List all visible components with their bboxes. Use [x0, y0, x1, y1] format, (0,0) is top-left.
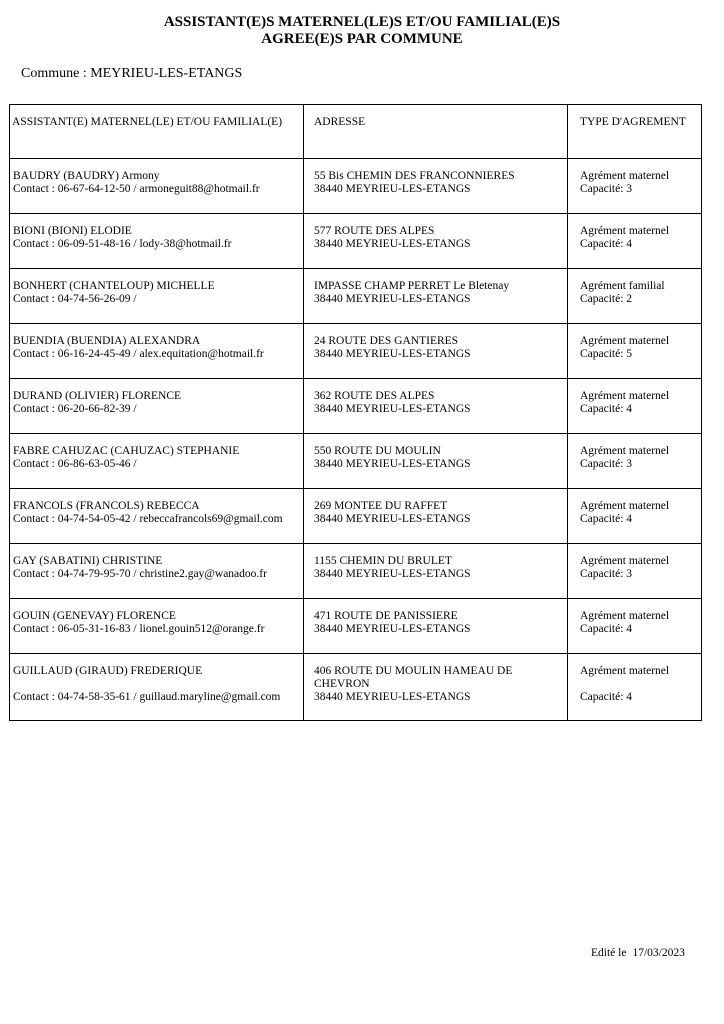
edition-date-value: 17/03/2023 — [632, 947, 685, 959]
table-row — [10, 489, 702, 544]
agrement-type: Agrément maternel — [580, 390, 670, 402]
address-street: IMPASSE CHAMP PERRET Le Bletenay — [314, 280, 510, 292]
assistant-cell — [10, 324, 304, 379]
assistant-contact: Contact : 04-74-54-05-42 / rebeccafrancols69@gmail.com — [13, 513, 283, 525]
table-row — [10, 214, 702, 269]
address-city: 38440 MEYRIEU-LES-ETANGS — [314, 238, 471, 250]
agrement-cell — [568, 269, 702, 324]
address-city: 38440 MEYRIEU-LES-ETANGS — [314, 348, 471, 360]
address-city: 38440 MEYRIEU-LES-ETANGS — [314, 691, 471, 703]
address-city: 38440 MEYRIEU-LES-ETANGS — [314, 183, 471, 195]
assistant-cell — [10, 544, 304, 599]
address-street: 362 ROUTE DES ALPES — [314, 390, 435, 402]
assistant-cell — [10, 159, 304, 214]
address-street: 269 MONTEE DU RAFFET — [314, 500, 448, 512]
agrement-capacity: Capacité: 5 — [580, 348, 633, 360]
agrement-capacity: Capacité: 3 — [580, 183, 633, 195]
address-cell — [304, 599, 568, 654]
agrement-capacity: Capacité: 3 — [580, 568, 633, 580]
address-cell — [304, 434, 568, 489]
assistant-cell — [10, 379, 304, 434]
assistant-cell — [10, 654, 304, 721]
assistant-contact: Contact : 04-74-79-95-70 / christine2.gay@wanadoo.fr — [13, 568, 267, 580]
address-street: 1155 CHEMIN DU BRULET — [314, 555, 452, 567]
assistants-table — [9, 104, 702, 721]
spacer — [13, 678, 303, 691]
address-cell — [304, 214, 568, 269]
agrement-cell — [568, 489, 702, 544]
agrement-cell — [568, 544, 702, 599]
agrement-cell — [568, 324, 702, 379]
agrement-type: Agrément maternel — [580, 665, 670, 677]
agrement-type: Agrément familial — [580, 280, 665, 292]
address-cell — [304, 489, 568, 544]
address-cell — [304, 544, 568, 599]
agrement-type: Agrément maternel — [580, 445, 670, 457]
address-city: 38440 MEYRIEU-LES-ETANGS — [314, 293, 471, 305]
column-header-address: ADRESSE — [304, 105, 568, 159]
agrement-capacity: Capacité: 3 — [580, 458, 633, 470]
address-cell — [304, 269, 568, 324]
agrement-type: Agrément maternel — [580, 225, 670, 237]
agrement-type: Agrément maternel — [580, 555, 670, 567]
agrement-cell — [568, 214, 702, 269]
agrement-type: Agrément maternel — [580, 500, 670, 512]
address-cell — [304, 654, 568, 721]
assistant-name: BAUDRY (BAUDRY) Armony — [13, 170, 160, 182]
assistant-contact: Contact : 06-67-64-12-50 / armoneguit88@hotmail.fr — [13, 183, 260, 195]
assistant-name: FRANCOLS (FRANCOLS) REBECCA — [13, 500, 200, 512]
agrement-capacity: Capacité: 4 — [580, 513, 633, 525]
address-city: 38440 MEYRIEU-LES-ETANGS — [314, 403, 471, 415]
assistant-contact: Contact : 04-74-56-26-09 / — [13, 293, 137, 305]
assistant-name: BUENDIA (BUENDIA) ALEXANDRA — [13, 335, 201, 347]
spacer — [580, 678, 701, 691]
assistant-name: BONHERT (CHANTELOUP) MICHELLE — [13, 280, 215, 292]
address-street: 577 ROUTE DES ALPES — [314, 225, 435, 237]
address-street: 550 ROUTE DU MOULIN — [314, 445, 441, 457]
agrement-type: Agrément maternel — [580, 610, 670, 622]
assistant-name: BIONI (BIONI) ELODIE — [13, 225, 132, 237]
assistant-contact: Contact : 06-86-63-05-46 / — [13, 458, 137, 470]
agrement-capacity: Capacité: 4 — [580, 691, 633, 703]
assistant-name: DURAND (OLIVIER) FLORENCE — [13, 390, 182, 402]
agrement-type: Agrément maternel — [580, 170, 670, 182]
assistant-cell — [10, 599, 304, 654]
table-row — [10, 159, 702, 214]
column-header-type: TYPE D'AGREMENT — [568, 105, 702, 159]
agrement-cell — [568, 434, 702, 489]
address-city: 38440 MEYRIEU-LES-ETANGS — [314, 513, 471, 525]
agrement-cell — [568, 599, 702, 654]
agrement-capacity: Capacité: 4 — [580, 403, 633, 415]
agrement-type: Agrément maternel — [580, 335, 670, 347]
table-header-row — [10, 105, 702, 159]
assistant-cell — [10, 214, 304, 269]
address-street: 406 ROUTE DU MOULIN HAMEAU DE CHEVRON — [314, 665, 513, 690]
table-row — [10, 434, 702, 489]
assistant-contact: Contact : 06-16-24-45-49 / alex.equitation@hotmail.fr — [13, 348, 264, 360]
address-cell — [304, 324, 568, 379]
address-street: 24 ROUTE DES GANTIERES — [314, 335, 459, 347]
commune-label: Commune : MEYRIEU-LES-ETANGS — [21, 66, 243, 81]
assistant-contact: Contact : 06-09-51-48-16 / lody-38@hotmail.fr — [13, 238, 232, 250]
assistant-name: GOUIN (GENEVAY) FLORENCE — [13, 610, 176, 622]
assistant-contact: Contact : 06-20-66-82-39 / — [13, 403, 137, 415]
assistant-cell — [10, 269, 304, 324]
table-row — [10, 599, 702, 654]
column-header-assistant: ASSISTANT(E) MATERNEL(LE) ET/OU FAMILIAL(E) — [10, 105, 304, 159]
address-street: 55 Bis CHEMIN DES FRANCONNIERES — [314, 170, 515, 182]
assistant-cell — [10, 489, 304, 544]
address-cell — [304, 159, 568, 214]
table-row — [10, 324, 702, 379]
address-street: 471 ROUTE DE PANISSIERE — [314, 610, 458, 622]
assistant-name: FABRE CAHUZAC (CAHUZAC) STEPHANIE — [13, 445, 240, 457]
edition-date-label: Edité le — [591, 947, 627, 959]
agrement-capacity: Capacité: 4 — [580, 238, 633, 250]
address-city: 38440 MEYRIEU-LES-ETANGS — [314, 568, 471, 580]
assistant-name: GAY (SABATINI) CHRISTINE — [13, 555, 163, 567]
table-row — [10, 654, 702, 721]
assistant-contact: Contact : 04-74-58-35-61 / guillaud.maryline@gmail.com — [13, 691, 281, 703]
address-city: 38440 MEYRIEU-LES-ETANGS — [314, 458, 471, 470]
document-title-line-2: AGREE(E)S PAR COMMUNE — [261, 31, 463, 47]
agrement-cell — [568, 159, 702, 214]
agrement-capacity: Capacité: 4 — [580, 623, 633, 635]
address-cell — [304, 379, 568, 434]
assistant-cell — [10, 434, 304, 489]
address-city: 38440 MEYRIEU-LES-ETANGS — [314, 623, 471, 635]
table-row — [10, 379, 702, 434]
table-row — [10, 544, 702, 599]
agrement-cell — [568, 654, 702, 721]
assistant-contact: Contact : 06-05-31-16-83 / lionel.gouin512@orange.fr — [13, 623, 265, 635]
agrement-capacity: Capacité: 2 — [580, 293, 633, 305]
document-title-line-1: ASSISTANT(E)S MATERNEL(LE)S ET/OU FAMILIAL(E)S — [163, 14, 561, 30]
assistant-name: GUILLAUD (GIRAUD) FREDERIQUE — [13, 665, 203, 677]
edition-date — [591, 947, 685, 960]
agrement-cell — [568, 379, 702, 434]
table-row — [10, 269, 702, 324]
